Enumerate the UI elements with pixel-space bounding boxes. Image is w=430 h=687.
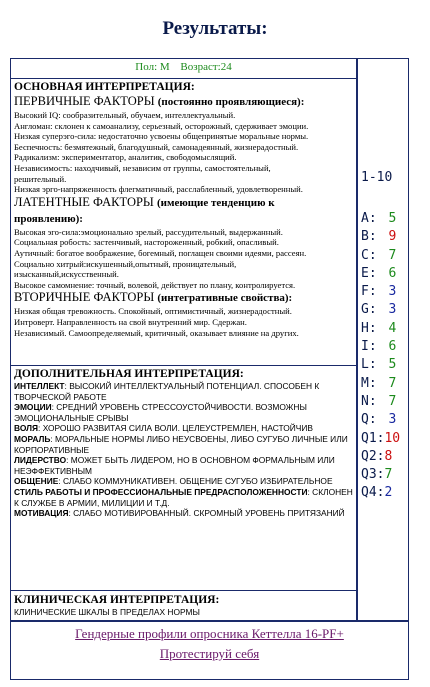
score-row [361,375,400,393]
score-row [361,210,400,228]
factor-scores [361,210,400,503]
score-row [361,484,400,502]
additional-item-label: ЭМОЦИИ [14,402,52,413]
additional-item [14,508,354,519]
primary-line: Радикализм: экспериментатор, аналитик, свободомыслящий. [14,152,237,163]
score-row [361,228,400,246]
footer-link-row-2 [10,646,409,662]
primary-line: Беспечность: безмятежный, благодушный, самонадеянный, жизнерадостный. [14,141,299,152]
score-value: 6 [388,265,397,281]
secondary-factors-list [14,306,354,338]
score-value: 4 [388,320,397,336]
additional-item-text: : ВЫСОКИЙ ИНТЕЛЛЕКТУАЛЬНЫЙ ПОТЕНЦИАЛ. СПОСОБЕН К ТВОРЧЕСКОЙ РАБОТЕ [14,381,320,402]
gender-profiles-link[interactable]: Гендерные профили опросника Кеттелла 16-PF+ [75,626,344,641]
score-row [361,411,400,429]
score-value: 7 [388,393,397,409]
gender-value: Пол: М [135,61,170,73]
latent-heading-sub: (имеющие тенденцию к [156,196,275,209]
score-row [361,283,400,301]
additional-item-label: МОТИВАЦИЯ [14,508,69,519]
score-row [361,320,400,338]
additional-item-text: : СКЛОНЕН К СЛУЖБЕ В АРМИИ, МИЛИЦИИ И Т.Д. [14,486,353,508]
score-value: 10 [384,430,401,446]
secondary-heading-sub: (интегративные свойства): [157,292,293,305]
score-value: 3 [388,302,397,318]
score-row [361,393,400,411]
additional-item [14,402,354,423]
secondary-line: Низкая общая тревожность. Спокойный, оптимистичный, жизнерадостный. [14,306,292,317]
primary-factors-list [14,110,354,195]
primary-line: Англоман: склонен к самоанализу, серьезный, осторожный, сдерживает эмоции. [14,120,309,131]
latent-line: Аутичный: богатое воображение, богемный, поглащен своими идеями, рассеян. [14,247,307,258]
secondary-heading-text: ВТОРИЧНЫЕ ФАКТОРЫ [14,290,155,305]
page-title: Результаты: [162,18,268,39]
score-label: M: [361,375,377,391]
additional-item-label: ВОЛЯ [14,423,39,434]
score-label: N: [361,393,377,409]
additional-item [14,455,354,476]
additional-interpretation [14,368,354,519]
score-label: E: [361,265,377,281]
score-value: 9 [388,229,397,245]
score-label: Q3: [361,467,385,483]
latent-line: Высокое самомнение: точный, волевой, действует по плану, контролируется. [14,279,296,290]
score-label: A: [361,211,377,226]
additional-item-text: : СЛАБО МОТИВИРОВАННЫЙ. СКРОМНЫЙ УРОВЕНЬ ПРИТЯЗАНИЙ [68,508,345,519]
additional-item [14,487,354,508]
section-divider-additional [10,365,357,366]
score-label: H: [361,320,377,336]
score-label: L: [361,357,377,373]
additional-item-label: ОБЩЕНИЕ [14,476,59,487]
additional-item-text: : ХОРОШО РАЗВИТАЯ СИЛА ВОЛИ. ЦЕЛЕУСТРЕМЛЕН, НАСТОЙЧИВ [38,423,313,434]
primary-line: Высокий IQ: сообразительный, обучаем, интеллектуальный. [14,110,236,120]
score-row [361,301,400,319]
score-label: Q4: [361,485,385,501]
additional-item-text: : МОЖЕТ БЫТЬ ЛИДЕРОМ, НО В ОСНОВНОМ ФОРМАЛЬНЫМ ИЛИ НЕЭФФЕКТИВНЫМ [14,455,335,476]
score-label: B: [361,229,377,245]
additional-item-label: ЛИДЕРСТВО [14,455,67,466]
primary-line: Низкая суперэго-сила: недостаточно усвоены общепринятые моральные нормы. [14,131,309,142]
clinical-interpretation [14,594,354,618]
score-label: Q2: [361,448,385,464]
latent-factors-heading [14,195,354,227]
additional-item-text: : СРЕДНИЙ УРОВЕНЬ СТРЕССОУСТОЙЧИВОСТИ. ВОЗМОЖНЫ ЭМОЦИОНАЛЬНЫЕ СРЫВЫ [14,402,307,423]
basic-heading: ОСНОВНАЯ ИНТЕРПРЕТАЦИЯ: [14,81,195,93]
secondary-factors-heading [14,290,354,306]
score-label: F: [361,284,377,300]
score-label: C: [361,247,377,263]
additional-item [14,476,354,487]
secondary-line: Интроверт. Направленность на свой внутренний мир. Сдержан. [14,316,247,327]
primary-factors-heading [14,94,354,110]
score-row [361,247,400,265]
additional-item-label: МОРАЛЬ [14,433,51,444]
latent-factors-list [14,227,354,291]
score-scale-header: 1-10 [361,170,393,185]
score-row [361,466,400,484]
clinical-text: КЛИНИЧЕСКИЕ ШКАЛЫ В ПРЕДЕЛАХ НОРМЫ [14,607,200,617]
test-yourself-link[interactable]: Протестируй себя [159,646,260,661]
additional-item-text: : МОРАЛЬНЫЕ НОРМЫ ЛИБО НЕУСВОЕНЫ, ЛИБО СУГУБО ЛИЧНЫЕ ИЛИ КОРПОРАТИВНЫЕ [14,433,348,455]
primary-line: Независимость: находчивый, независим от группы, самостоятельный, [14,162,271,173]
column-divider [356,58,358,621]
basic-interpretation [14,81,354,338]
additional-heading: ДОПОЛНИТЕЛЬНАЯ ИНТЕРПРЕТАЦИЯ: [14,368,244,380]
score-value: 6 [388,339,397,355]
score-label: I: [361,339,377,355]
section-divider-clinical [10,590,357,591]
score-value: 7 [388,247,397,263]
latent-heading-text: ЛАТЕНТНЫЕ ФАКТОРЫ [14,194,154,209]
latent-line: Высокая эго-сила:эмоционально зрелый, рассудительный, выдержанный. [14,226,283,237]
score-row [361,430,400,448]
score-value: 5 [388,211,397,226]
secondary-line: Независимый. Самоопределяемый, критичный, оказывает влияние на других. [14,327,299,338]
latent-line: Социально хитрый:искушенный,опытный, проницательный, [14,258,237,269]
score-value: 2 [384,485,393,501]
age-value: Возраст:24 [180,61,232,73]
score-row [361,265,400,283]
score-value: 3 [388,284,397,300]
additional-item-text: : СЛАБО КОММУНИКАТИВЕН. ОБЩЕНИЕ СУГУБО ИЗБИРАТЕЛЬНОЕ [58,476,333,487]
score-value: 8 [384,448,393,464]
primary-heading-text: ПЕРВИЧНЫЕ ФАКТОРЫ [14,94,155,108]
primary-heading-sub: (постоянно проявляющиеся): [157,96,305,108]
additional-item [14,434,354,455]
footer-divider [10,620,409,622]
score-label: Q: [361,412,377,428]
latent-line: Социальная робость: застенчивый, настороженный, робкий, опасливый. [14,237,279,248]
score-value: 7 [388,375,397,391]
score-label: G: [361,302,377,318]
latent-heading-sub2: проявлению): [14,212,83,225]
clinical-heading: КЛИНИЧЕСКАЯ ИНТЕРПРЕТАЦИЯ: [14,594,220,606]
score-row [361,338,400,356]
footer-link-row-1 [10,626,409,642]
score-row [361,356,400,374]
additional-item [14,381,354,402]
score-row [361,448,400,466]
latent-line: изысканный,искусственный. [14,269,119,280]
score-value: 7 [384,467,393,483]
primary-line: решительный. [14,173,67,184]
score-value: 3 [388,412,397,428]
score-value: 5 [388,357,397,373]
additional-item-label: ИНТЕЛЛЕКТ [14,381,65,391]
respondent-meta [12,61,355,73]
primary-line: Низкая эрго-напряженность флегматичный, расслабленный, удовлетворенный. [14,184,303,195]
additional-list [14,381,354,519]
additional-item-label: СТИЛЬ РАБОТЫ И ПРОФЕССИОНАЛЬНЫЕ ПРЕДРАСПОЛОЖЕННОСТИ [14,486,308,497]
score-label: Q1: [361,430,385,446]
additional-item [14,423,354,434]
meta-divider [10,78,357,79]
